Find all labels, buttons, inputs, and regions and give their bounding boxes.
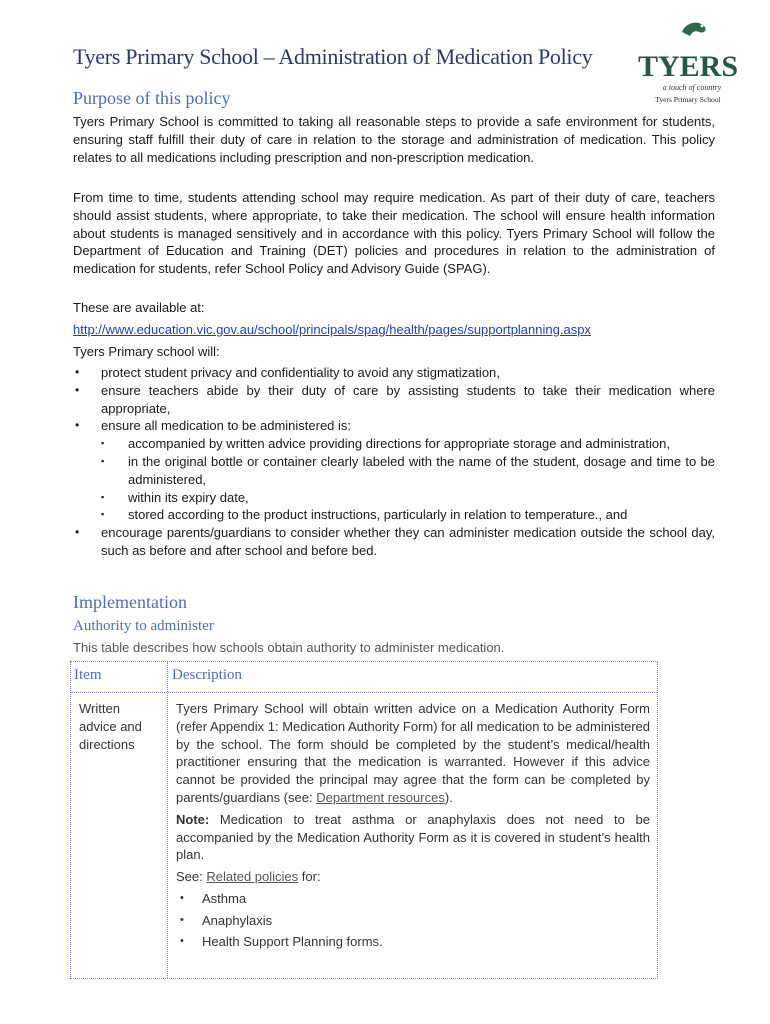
column-divider: [167, 693, 168, 978]
list-item-text: ensure all medication to be administered is:: [101, 418, 352, 434]
table-header-row: [71, 662, 657, 693]
list-item: • ensure teachers abide by their duty of care by assisting students to take their medication where appropriate,: [73, 382, 715, 418]
purpose-paragraph-1: Tyers Primary School is committed to taking all reasonable steps to provide a safe environment for students, ensuring staff fulfill their duty of care in relation to the storage and administration of medication. This policy relates to all medications including prescription and non-prescription medication.: [73, 114, 715, 165]
sub-list-item: ▪ stored according to the product instructions, particularly in relation to temperature., and: [101, 506, 715, 524]
column-header-item: Item: [74, 667, 102, 683]
list-item: • encourage parents/guardians to consider whether they can administer medication outside the school day, such as before and after school and before bed.: [73, 524, 715, 560]
spag-link[interactable]: http://www.education.vic.gov.au/school/principals/spag/health/pages/supportplanning.aspx: [73, 322, 591, 337]
description-text: Tyers Primary School will obtain written advice on a Medication Authority Form (refer Appendix 1: Medication Authority Form) for all medication to be administered by the school. The form should be completed by the student’s medical/health practitioner ensuring that the medication is warranted. However if this advice cannot be provided the principal may agree that the form can be completed by parents/guardians (see:: [176, 701, 651, 805]
related-policies-link[interactable]: Related policies: [206, 869, 299, 885]
related-policies-list: [176, 888, 650, 953]
department-resources-link[interactable]: Department resources: [316, 789, 445, 805]
link-line: [73, 321, 715, 339]
note-label: Note:: [176, 811, 210, 827]
list-item: • protect student privacy and confidentiality to avoid any stigmatization,: [73, 364, 715, 382]
list-item: [73, 417, 715, 524]
column-header-description: Description: [172, 667, 242, 683]
description-text-end: ).: [444, 789, 453, 805]
sub-bullet-list: [101, 435, 715, 524]
will-text: Tyers Primary school will:: [73, 344, 220, 359]
sub-list-item: ▪ accompanied by written advice providing directions for appropriate storage and administration,: [101, 435, 715, 453]
purpose-heading: Purpose of this policy: [73, 88, 231, 108]
sub-list-item: ▪ in the original bottle or container clearly labeled with the name of the student, dosage and time to be administered,: [101, 453, 715, 489]
note-paragraph: [176, 811, 650, 864]
note-text: Medication to treat asthma or anaphylaxis does not need to be accompanied by the Medication Authority Form as it is covered in student’s health plan.: [176, 811, 650, 863]
table-cell-item: Written advice and directions: [79, 701, 142, 752]
authority-table: [70, 661, 658, 979]
implementation-heading: Implementation: [73, 592, 187, 612]
sub-list-item: ▪ within its expiry date,: [101, 489, 715, 507]
list-item: • Asthma: [176, 888, 650, 910]
see-label: See:: [176, 869, 203, 885]
authority-subheading: Authority to administer: [73, 618, 214, 634]
table-cell-description: [176, 700, 650, 953]
logo-wordmark: TYERS: [637, 50, 739, 83]
column-divider: [167, 662, 168, 692]
description-paragraph: [176, 700, 650, 807]
see-end: for:: [298, 869, 321, 885]
purpose-paragraph-2: From time to time, students attending school may require medication. As part of their duty of care, teachers should assist students, where appropriate, to take their medication. The school will ensure health information about students is managed sensitively and in accordance with this policy. Tyers Primary School will follow the Department of Education and Training (DET) policies and procedures in relation to the administration of medication for students, refer School Policy and Advisory Guide (SPAG).: [73, 190, 715, 277]
see-paragraph: [176, 868, 650, 886]
logo-school-name: Tyers Primary School: [655, 95, 721, 104]
list-item: • Health Support Planning forms.: [176, 931, 650, 953]
policy-bullet-list: [73, 364, 715, 560]
page-title: Tyers Primary School – Administration of Medication Policy: [73, 44, 593, 69]
list-item: • Anaphylaxis: [176, 910, 650, 932]
logo-tagline: a touch of country: [662, 83, 722, 92]
available-text: These are available at:: [73, 300, 205, 315]
table-description: This table describes how schools obtain authority to administer medication.: [73, 640, 505, 655]
school-logo: [637, 18, 739, 108]
